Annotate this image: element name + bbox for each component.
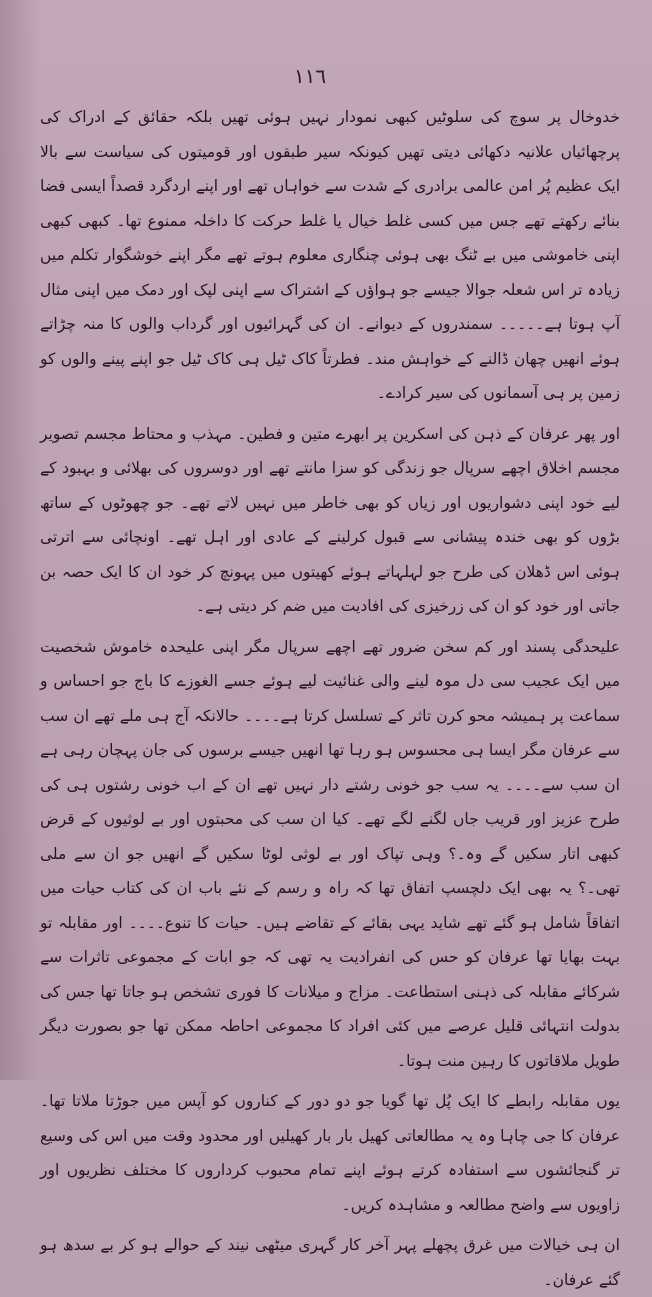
- paragraph-3: علیحدگی پسند اور کم سخن ضرور تھے اچھے سرپال مگر اپنی علیحدہ خاموش شخصیت میں ایک عجیب سی دل موہ لینے والی غنائیت لیے ہوئے جسے الغوزے کا باج جو احساس و سماعت پر ہمیشہ محو کرن تاثر کے تسلسل کرتا ہے۔۔۔۔ حالانکہ آج ہی ملے تھے ان سب سے عرفان مگر ایسا ہی محسوس ہو رہا تھا انھیں جیسے برسوں کی جان پہچان رہی ہے ان سب سے۔۔۔۔ یہ سب جو خونی رشتے دار نہیں تھے ان کے اب خونی رشتوں ہی کی طرح عزیز اور قریب جاں لگنے لگے تھے۔ کیا ان سب کی محبتوں اور بے لوثیوں کے قرض کبھی اتار سکیں گے وہ۔؟ وہی تپاک اور بے لوثی لوٹا سکیں گے انھیں جو ان سے ملی تھی۔؟ یہ بھی ایک دلچسپ اتفاق تھا کہ راہ و رسم کے نئے باب ان کی کتاب حیات میں اتفاقاً شامل ہو گئے تھے شاید یہی بقائے کے تقاضے ہیں۔ حیات کا تنوع۔۔۔۔ اور مقابلہ تو بہت بھایا تھا عرفان کو حس کی انفرادیت یہ تھی کہ جو ابات کے مجموعی تاثرات سے شرکائے مقابلہ کی ذہنی استطاعت۔ مزاج و میلانات کا فوری تشخص ہو جاتا تھا جس کی بدولت انتہائی قلیل عرصے میں کئی افراد کا مجموعی احاطہ ممکن تھا جو بصورت دیگر طویل ملاقاتوں کا رہین منت ہوتا۔: [40, 637, 620, 1070]
- paragraph-1: خدوخال پر سوچ کی سلوٹیں کبھی نمودار نہیں ہوئی تھیں بلکہ حقائق کے ادراک کی پرچھائیاں علانیہ دکھائی دیتی تھیں کیونکہ سیر طبقوں اور قومیتوں کی سیاست سے بالا ایک عظیم پُر امن عالمی برادری کے شدت سے خواہاں تھے اور اپنے اردگرد قصداً ایسی فضا بنائے رکھتے تھے جس میں کسی غلط خیال یا غلط حرکت کا داخلہ ممنوع تھا۔ کبھی کبھی اپنی خاموشی میں بے ٹنگ بھی ہوئی چنگاری معلوم ہوتے تھے مگر اپنے خوشگوار تکلم میں زیادہ تر اس شعلہ جوالا جیسے جو ہواؤں کے اشتراک سے اپنی لپک اور دمک میں اپنی مثال آپ ہوتا ہے۔۔۔۔۔ سمندروں کے دیوانے۔ ان کی گہرائیوں اور گرداب والوں کا منہ چڑاتے ہوئے انھیں چھان ڈالنے کے خواہش مند۔ فطرتاً کاک ٹیل ہی کاک ٹیل جو اپنے پینے والوں کو زمین پر ہی آسمانوں کی سیر کرادے۔: [40, 108, 620, 402]
- paragraph-5: ان ہی خیالات میں غرق پچھلے پہر آخر کار گہری میٹھی نیند کے حوالے ہو کر بے سدھ ہو گئے عرفان۔: [40, 1236, 620, 1289]
- page-number: ١١٦: [293, 64, 327, 88]
- body-text: [40, 100, 620, 1289]
- page-gutter-shadow: [0, 0, 40, 1080]
- paragraph-2: اور پھر عرفان کے ذہن کی اسکرین پر ابھرے متین و فطین۔ مہذب و محتاط مجسم تصویر مجسم اخلاق اچھے سرپال جو زندگی کو سزا مانتے تھے اور دوسروں کی بھلائی و بہبود کے لیے خود اپنی دشواریوں اور زیاں کو بھی خاطر میں نہیں لاتے تھے۔ جو چھوٹوں کے ساتھ بڑوں کو بھی خندہ پیشانی سے قبول کرلینے کے عادی اور اہل تھے۔ اونچائی سے اترتی ہوئی اس ڈھلان کی طرح جو لہلہاتے ہوئے کھیتوں میں پہونچ کر خود ان کا ایک حصہ بن جاتی اور خود کو ان کی زرخیزی کی افادیت میں ضم کر دیتی ہے۔: [40, 424, 620, 615]
- paragraph-4: یوں مقابلہ رابطے کا ایک پُل تھا گویا جو دو دور کے کناروں کو آپس میں جوڑتا ملاتا تھا۔ عرفان کا جی چاہا وہ یہ مطالعاتی کھیل بار بار کھیلیں اور محدود وقت میں اس کی وسیع تر گنجائشوں سے استفادہ کرتے ہوئے اپنے تمام محبوب کرداروں کا مختلف نظریوں اور زاویوں سے واضح مطالعہ و مشاہدہ کریں۔: [40, 1092, 620, 1214]
